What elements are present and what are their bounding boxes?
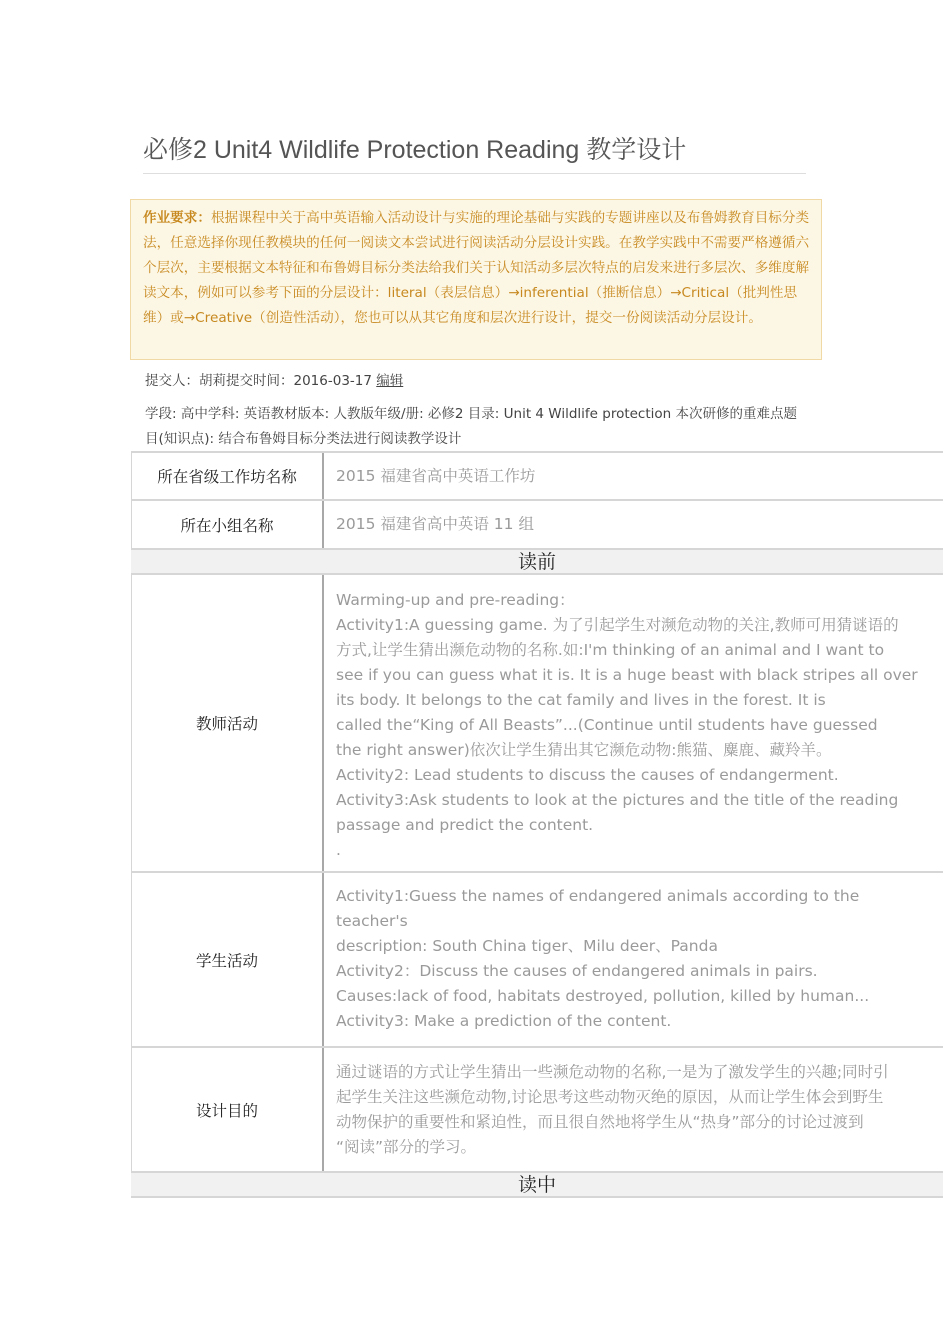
title-divider — [143, 173, 806, 174]
text-line: Activity1:Guess the names of endangered animals according to the — [336, 887, 860, 905]
text-line: 方式,让学生猜出濒危动物的名称.如:I'm thinking of an animal and I want to — [336, 641, 885, 659]
submission-text: 提交人：胡莉提交时间：2016-03-17 — [145, 373, 377, 389]
group-label: 所在小组名称 — [131, 501, 324, 548]
table-row — [131, 451, 943, 501]
text-line: Activity2: Lead students to discuss the causes of endangerment. — [336, 766, 839, 784]
text-line: 动物保护的重要性和紧迫性，而且很自然地将学生从“热身”部分的讨论过渡到 — [336, 1113, 864, 1131]
page-title: 必修2 Unit4 Wildlife Protection Reading 教学设计 — [143, 136, 687, 164]
workshop-value: 2015 福建省高中英语工作坊 — [336, 466, 536, 485]
text-line: description: South China tiger、Milu deer、Panda — [336, 937, 718, 955]
student-activity-label: 学生活动 — [131, 873, 324, 1046]
table-row — [131, 1048, 943, 1173]
text-line: “阅读”部分的学习。 — [336, 1138, 477, 1156]
table-row — [131, 501, 943, 550]
workshop-label: 所在省级工作坊名称 — [131, 453, 324, 499]
course-info: 学段: 高中学科: 英语教材版本: 人教版年级/册: 必修2 目录: Unit 4 Wildlife protection 本次研修的重难点题目(知识点): 结合布鲁姆目标分类法进行阅读教学设计 — [145, 406, 798, 447]
assignment-requirement-box — [130, 199, 822, 360]
requirement-label: 作业要求： — [143, 210, 211, 226]
group-value: 2015 福建省高中英语 11 组 — [336, 515, 534, 533]
section-during-reading: 读中 — [131, 1173, 943, 1198]
submission-info — [145, 370, 403, 392]
text-line: Activity3: Make a prediction of the content. — [336, 1012, 672, 1030]
section-pre-reading: 读前 — [131, 550, 943, 575]
table-row — [131, 575, 943, 873]
text-line: Activity1:A guessing game. 为了引起学生对濒危动物的关注,教师可用猜谜语的 — [336, 616, 899, 634]
teacher-activity-label: 教师活动 — [131, 575, 324, 871]
design-purpose-label: 设计目的 — [131, 1048, 324, 1171]
text-line: 通过谜语的方式让学生猜出一些濒危动物的名称,一是为了激发学生的兴趣;同时引 — [336, 1063, 889, 1081]
text-line: Causes:lack of food, habitats destroyed, pollution, killed by human... — [336, 987, 870, 1005]
text-line: called the“King of All Beasts”...(Continue until students have guessed — [336, 716, 878, 734]
text-line: the right answer)依次让学生猜出其它濒危动物:熊猫、麋鹿、藏羚羊。 — [336, 741, 832, 759]
text-line: teacher's — [336, 912, 408, 930]
text-line: Activity2：Discuss the causes of endangered animals in pairs. — [336, 962, 818, 980]
table-row — [131, 873, 943, 1048]
text-line: Activity3:Ask students to look at the pictures and the title of the reading — [336, 791, 899, 809]
text-line: Warming-up and pre-reading： — [336, 591, 575, 609]
edit-link[interactable]: 编辑 — [376, 373, 404, 389]
student-activity-content — [324, 873, 943, 1046]
text-line: see if you can guess what it is. It is a huge beast with black stripes all over — [336, 666, 918, 684]
design-purpose-content — [324, 1048, 943, 1171]
text-line: 起学生关注这些濒危动物,讨论思考这些动物灭绝的原因，从而让学生体会到野生 — [336, 1088, 884, 1106]
lesson-design-table — [131, 451, 943, 1198]
text-line: passage and predict the content. — [336, 816, 594, 834]
text-line: its body. It belongs to the cat family and lives in the forest. It is — [336, 691, 826, 709]
teacher-activity-content — [324, 575, 943, 871]
text-line: . — [336, 841, 341, 859]
requirement-text: 根据课程中关于高中英语输入活动设计与实施的理论基础与实践的专题讲座以及布鲁姆教育目标分类法，任意选择你现任教模块的任何一阅读文本尝试进行阅读活动分层设计实践。在教学实践中不需要严格遵循六个层次，主要根据文本特征和布鲁姆目标分类法给我们关于认知活动多层次特点的启发来进行多层次、多维度解读文本，例如可以参考下面的分层设计：literal（表层信息）→inferential（推断信息）→Critical（批判性思维）或→Creative（创造性活动），您也可以从其它角度和层次进行设计，提交一份阅读活动分层设计。 — [143, 210, 810, 326]
